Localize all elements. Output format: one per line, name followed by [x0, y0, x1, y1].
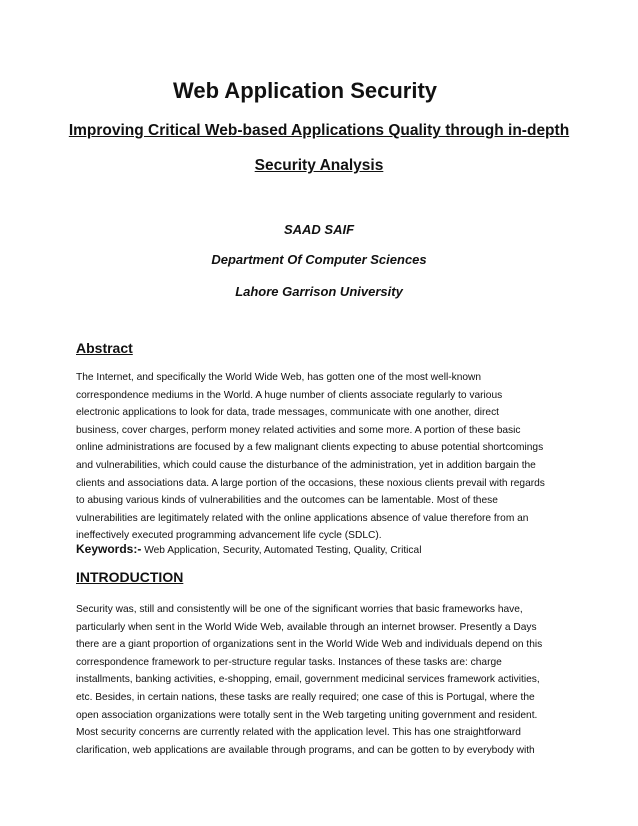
abstract-line: electronic applications to look for data, trade messages, communicate with one another, direct — [76, 407, 500, 419]
abstract-line: and vulnerabilities, which could cause the disturbance of the administration, yet in addition bargain the — [76, 459, 536, 471]
author-university: Lahore Garrison University — [235, 284, 403, 299]
abstract-line: online administrations are focused by a few malignant clients expecting to abuse potential shortcomings — [76, 442, 544, 454]
abstract-line: clients and associations data. A large portion of the occasions, these noxious clients prevail with regards — [76, 477, 545, 489]
keywords-text: Web Application, Security, Automated Testing, Quality, Critical — [144, 545, 422, 556]
author-name: SAAD SAIF — [283, 222, 355, 237]
paper-subtitle-line-1: Improving Critical Web-based Applications Quality through in-depth — [68, 122, 570, 139]
keywords-line — [76, 542, 566, 556]
introduction-line: Most security concerns are currently related with the application level. This has one straightforward — [76, 727, 521, 739]
introduction-line: etc. Besides, in certain nations, these tasks are really required; one case of this is Portugal, where the — [76, 691, 535, 703]
introduction-line: correspondence framework to per-structure regular tasks. Instances of these tasks are: charge — [76, 656, 502, 668]
introduction-line: open association organizations were totally sent in the Web targeting uniting government and resident. — [76, 709, 538, 721]
introduction-body — [76, 601, 566, 759]
abstract-line: ineffectively executed programming advancement life cycle (SDLC). — [76, 530, 382, 542]
introduction-line: particularly when sent in the World Wide Web, available through an internet browser. Presently a Days — [76, 621, 537, 633]
paper-subtitle-line-2: Security Analysis — [254, 157, 384, 174]
introduction-line: clarification, web applications are available through programs, and can be gotten to by everybody with — [76, 744, 535, 756]
paper-title: Web Application Security — [172, 78, 438, 103]
abstract-body — [76, 369, 566, 545]
abstract-line: The Internet, and specifically the World Wide Web, has gotten one of the most well-known — [76, 372, 482, 383]
introduction-heading: INTRODUCTION — [76, 569, 184, 585]
introduction-line: there are a giant proportion of organizations sent in the World Wide Web and individuals depend on this — [76, 639, 543, 651]
author-department: Department Of Computer Sciences — [211, 252, 427, 267]
abstract-line: correspondence mediums in the World. A huge number of clients associate regularly to various — [76, 389, 503, 401]
introduction-line: installments, banking activities, e-shopping, email, government medicinal services framework activities, — [76, 674, 540, 686]
abstract-line: business, cover charges, perform money related activities and some more. A portion of these basic — [76, 424, 521, 436]
abstract-line: vulnerabilities are legitimately related with the online applications absence of value therefore from an — [76, 512, 529, 524]
abstract-heading: Abstract — [76, 340, 133, 356]
abstract-line: to abusing various kinds of vulnerabilities and the outcomes can be lamentable. Most of these — [76, 495, 498, 507]
keywords-label: Keywords:- — [76, 542, 142, 556]
introduction-line: Security was, still and consistently will be one of the significant worries that basic frameworks have, — [76, 604, 523, 615]
